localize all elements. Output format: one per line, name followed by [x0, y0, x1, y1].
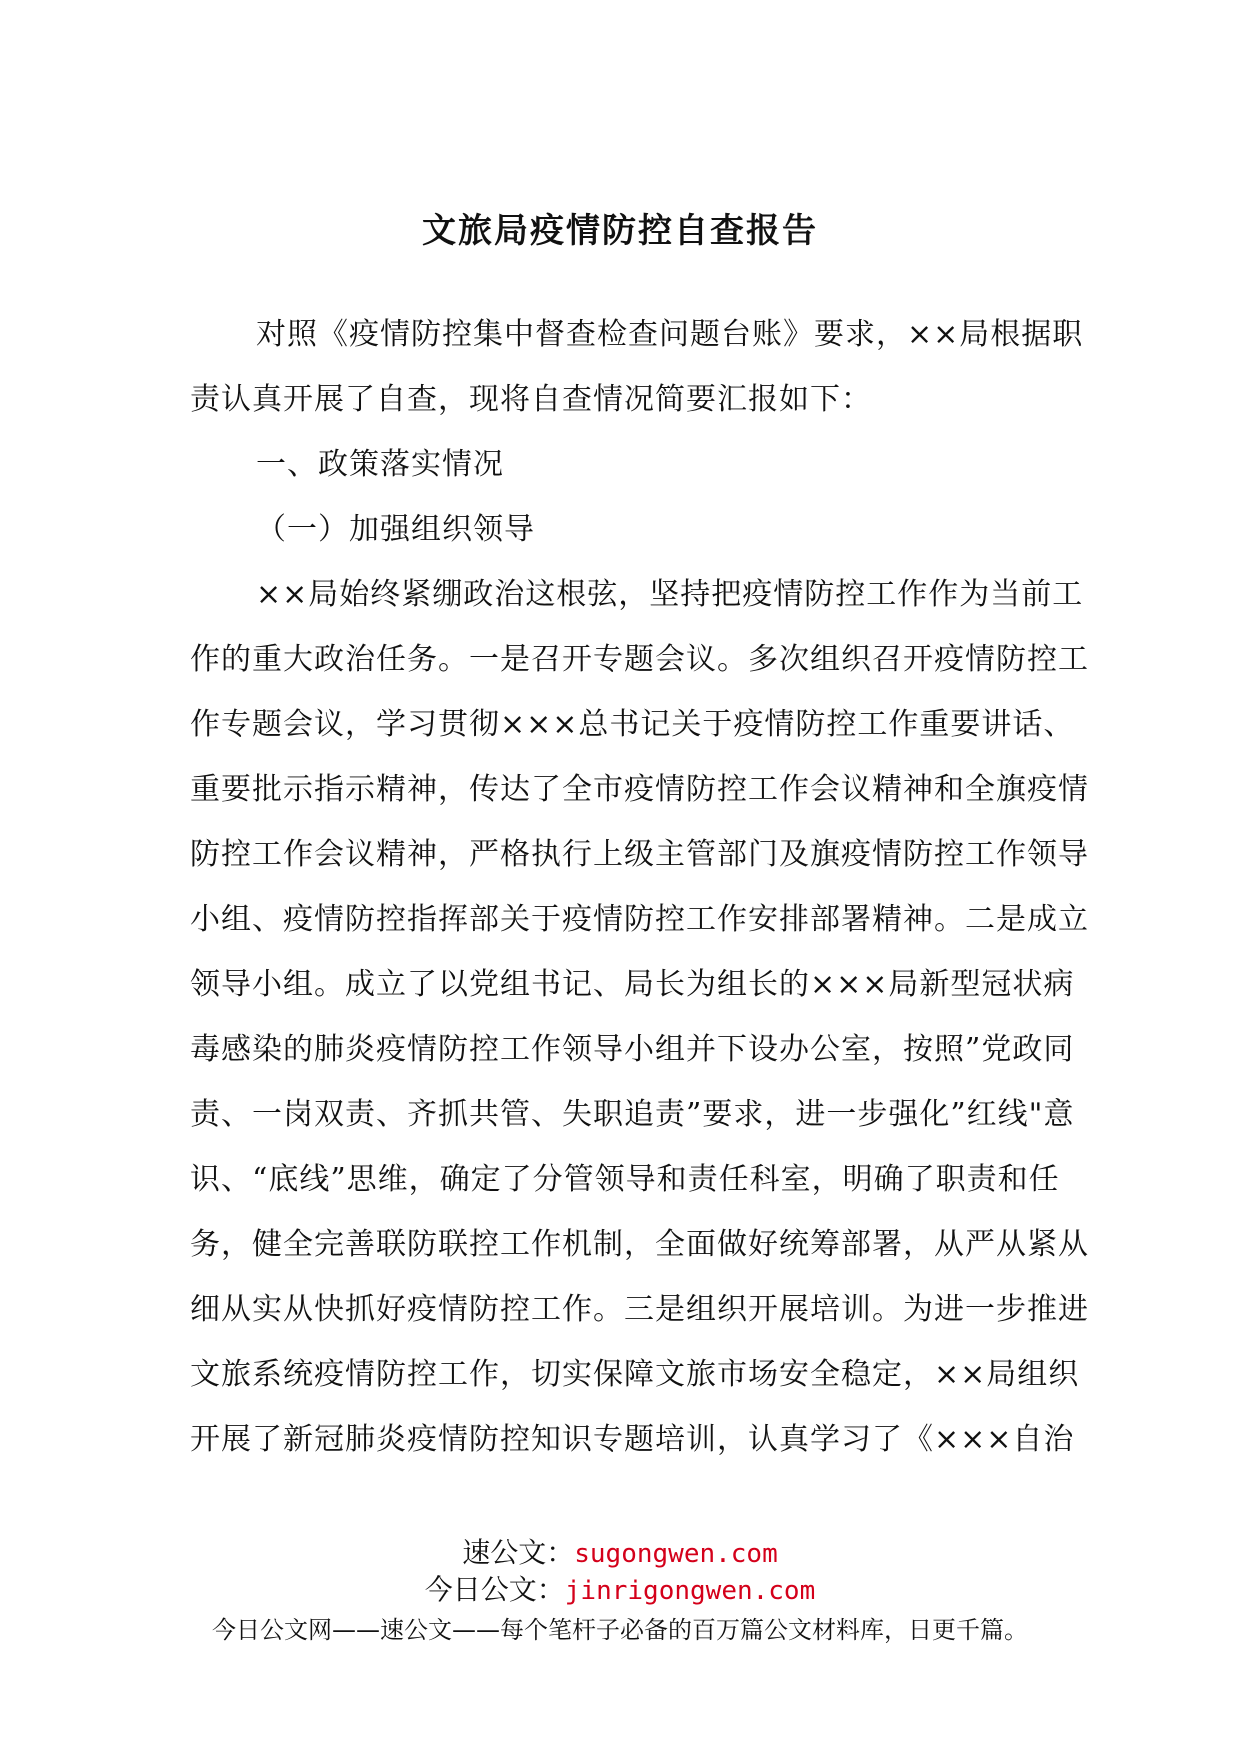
document-body — [190, 302, 1089, 1472]
body-line: ××局始终紧绷政治这根弦，坚持把疫情防控工作作为当前工 — [256, 577, 1084, 612]
body-line: 作的重大政治任务。一是召开专题会议。多次组织召开疫情防控工 — [190, 642, 1089, 677]
footer-link-sugongwen[interactable]: sugongwen.com — [574, 1539, 778, 1569]
footer-link-jinrigongwen[interactable]: jinrigongwen.com — [564, 1576, 816, 1606]
body-line: 作专题会议，学习贯彻×××总书记关于疫情防控工作重要讲话、 — [190, 707, 1075, 742]
body-line: 对照《疫情防控集中督查检查问题台账》要求，××局根据职 — [256, 317, 1084, 352]
body-line: 务，健全完善联防联控工作机制，全面做好统筹部署，从严从紧从 — [190, 1227, 1089, 1262]
body-line: 领导小组。成立了以党组书记、局长为组长的×××局新型冠状病 — [190, 967, 1075, 1002]
body-line: 开展了新冠肺炎疫情防控知识专题培训，认真学习了《×××自治 — [190, 1422, 1075, 1457]
body-line: （一）加强组织领导 — [256, 512, 535, 547]
body-line: 一、政策落实情况 — [256, 447, 504, 482]
footer — [0, 1535, 1240, 1649]
body-line: 防控工作会议精神，严格执行上级主管部门及旗疫情防控工作领导 — [190, 837, 1089, 872]
body-line: 识、“底线”思维，确定了分管领导和责任科室，明确了职责和任 — [190, 1162, 1060, 1197]
body-line: 重要批示指示精神，传达了全市疫情防控工作会议精神和全旗疫情 — [190, 772, 1089, 807]
footer-line-jinrigongwen — [0, 1572, 1240, 1609]
footer-line-sugongwen — [0, 1535, 1240, 1572]
footer-label-sugongwen: 速公文： — [462, 1536, 575, 1569]
body-line: 小组、疫情防控指挥部关于疫情防控工作安排部署精神。二是成立 — [190, 902, 1089, 937]
body-line: 责、一岗双责、齐抓共管、失职追责”要求，进一步强化”红线"意 — [190, 1097, 1075, 1132]
body-line: 毒感染的肺炎疫情防控工作领导小组并下设办公室，按照”党政同 — [190, 1032, 1075, 1067]
footer-label-jinrigongwen: 今日公文： — [424, 1573, 565, 1606]
footer-slogan: 今日公文网——速公文——每个笔杆子必备的百万篇公文材料库，日更千篇。 — [212, 1616, 1028, 1644]
document-title: 文旅局疫情防控自查报告 — [422, 211, 818, 251]
body-line: 细从实从快抓好疫情防控工作。三是组织开展培训。为进一步推进 — [190, 1292, 1089, 1327]
body-line: 责认真开展了自查，现将自查情况简要汇报如下： — [190, 382, 872, 417]
body-line: 文旅系统疫情防控工作，切实保障文旅市场安全稳定，××局组织 — [190, 1357, 1080, 1392]
